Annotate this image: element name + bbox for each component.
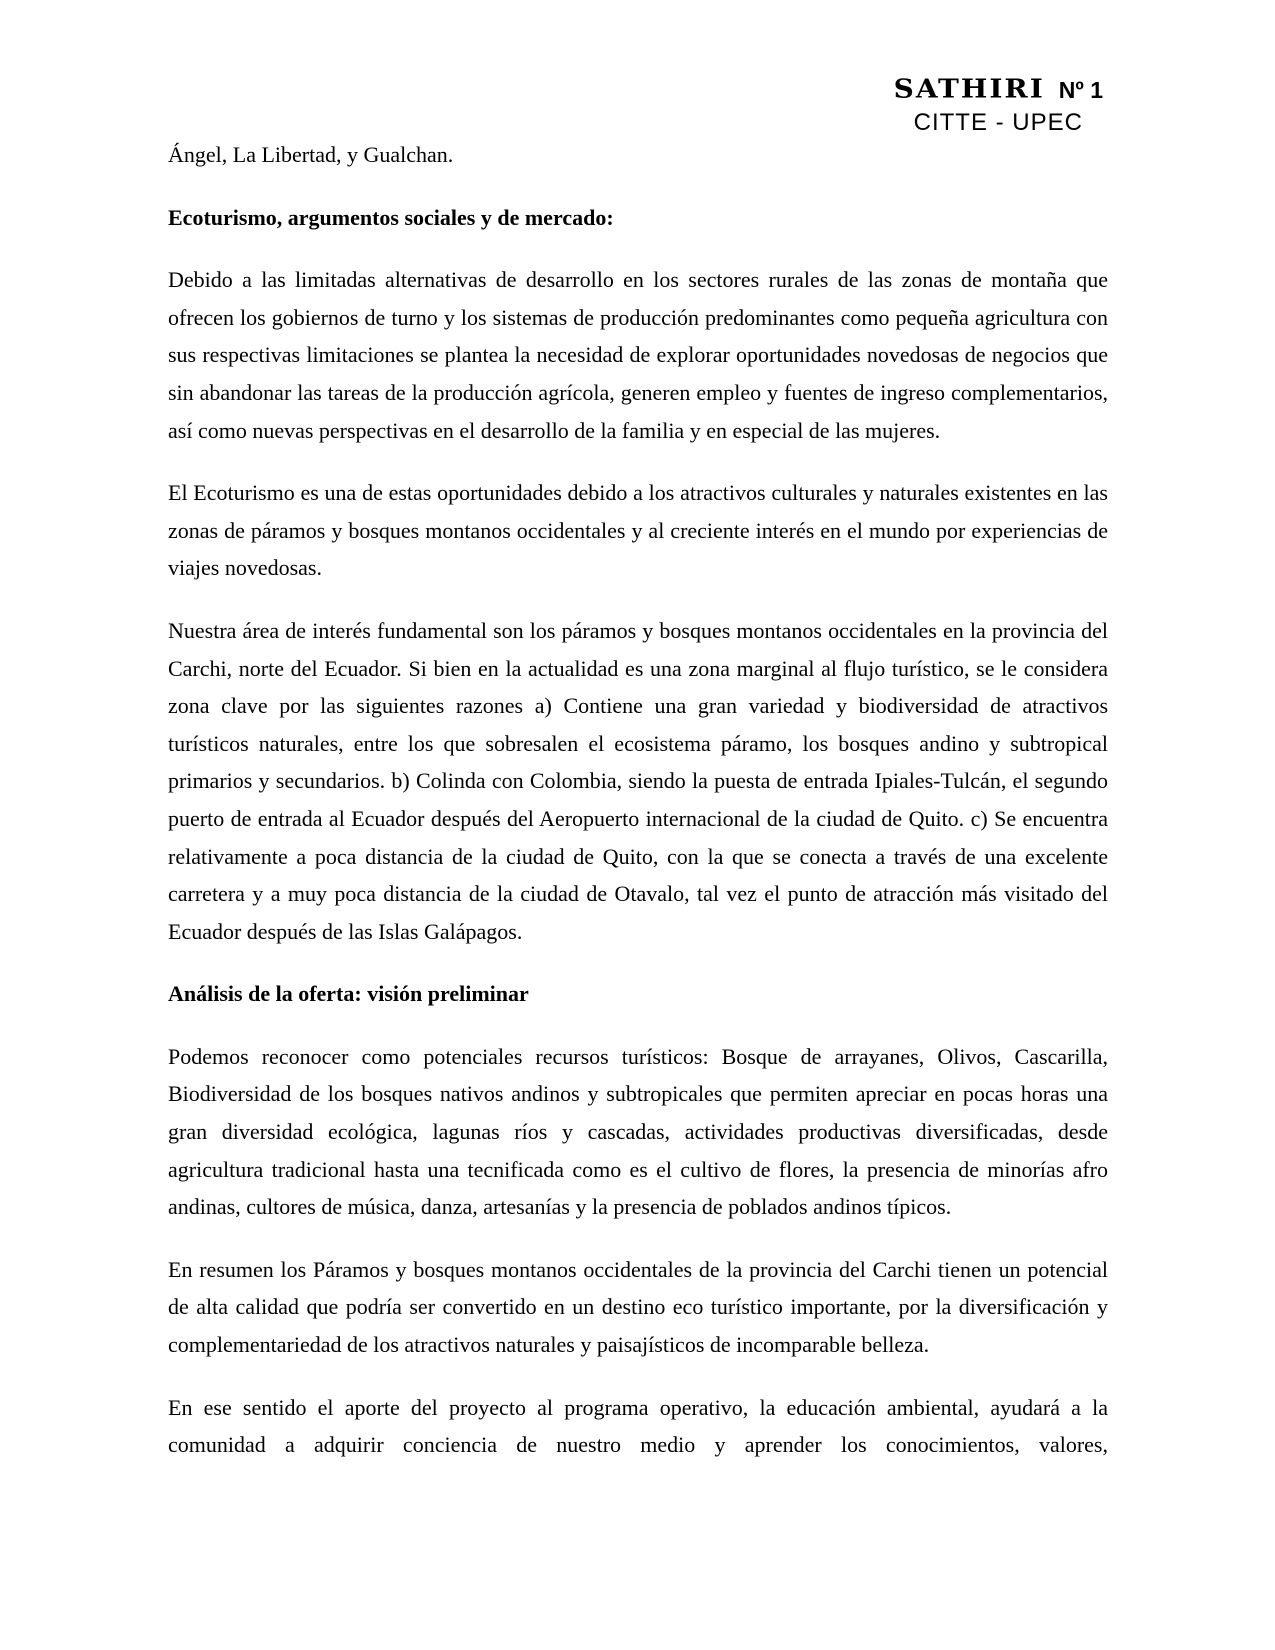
section-heading-analisis: Análisis de la oferta: visión preliminar xyxy=(168,981,529,1007)
paragraph-en-resumen: En resumen los Páramos y bosques montanos occidentales de la provincia del Carchi tienen un potencial de alta calidad que podría ser convertido en un destino eco turístico importante, por la diversificación y complementariedad de los atractivos naturales y paisajísticos de incomparable belleza. xyxy=(168,1256,1108,1358)
paragraph-ecoturismo: El Ecoturismo es una de estas oportunidades debido a los atractivos culturales y naturales existentes en las zonas de páramos y bosques montanos occidentales y al creciente interés en el mundo por experiencias de viajes novedosas. xyxy=(168,480,1108,581)
paragraph-podemos: Podemos reconocer como potenciales recursos turísticos: Bosque de arrayanes, Olivos, Cascarilla, Biodiversidad de los bosques nativos andinos y subtropicales que permiten apreciar en pocas horas una gran diversidad ecológica, lagunas ríos y cascadas, actividades productivas diversificadas, desde agricultura tradicional hasta una tecnificada como es el cultivo de flores, la presencia de minorías afro andinas, cultores de música, danza, artesanías y la presencia de poblados andinos típicos. xyxy=(168,1043,1108,1220)
institution-name: CITTE - UPEC xyxy=(913,109,1083,136)
paragraph-debido: Debido a las limitadas alternativas de desarrollo en los sectores rurales de las zonas de montaña que ofrecen los gobiernos de turno y los sistemas de producción predominantes como pequeña agricultura con sus respectivas limitaciones se plantea la necesidad de explorar oportunidades novedosas de negocios que sin abandonar las tareas de la producción agrícola, generen empleo y fuentes de ingreso complementarios, así como nuevas perspectivas en el desarrollo de la familia y en especial de las mujeres. xyxy=(168,267,1108,443)
journal-header xyxy=(894,74,1103,136)
paragraph-nuestra-area: Nuestra área de interés fundamental son los páramos y bosques montanos occidentales en la provincia del Carchi, norte del Ecuador. Si bien en la actualidad es una zona marginal al flujo turístico, se le considera zona clave por las siguientes razones a) Contiene una gran variedad y biodiversidad de atractivos turísticos naturales, entre los que sobresalen el ecosistema páramo, los bosques andino y subtropical primarios y secundarios. b) Colinda con Colombia, siendo la puesta de entrada Ipiales-Tulcán, el segundo puerto de entrada al Ecuador después del Aeropuerto internacional de la ciudad de Quito. c) Se encuentra relativamente a poca distancia de la ciudad de Quito, con la que se conecta a través de una excelente carretera y a muy poca distancia de la ciudad de Otavalo, tal vez el punto de atracción más visitado del Ecuador después de las Islas Galápagos. xyxy=(168,617,1108,944)
journal-title-line xyxy=(894,74,1103,109)
document-body xyxy=(168,136,1108,1489)
paragraph-en-ese-sentido: En ese sentido el aporte del proyecto al programa operativo, la educación ambiental, ayudará a la comunidad a adquirir conciencia de nuestro medio y aprender los conocimientos, valores, xyxy=(168,1394,1108,1458)
section-heading-ecoturismo: Ecoturismo, argumentos sociales y de mercado: xyxy=(168,204,614,230)
issue-number: Nº 1 xyxy=(1058,77,1103,103)
location-line: Ángel, La Libertad, y Gualchan. xyxy=(168,142,454,167)
journal-title: SATHIRI xyxy=(893,73,1045,104)
